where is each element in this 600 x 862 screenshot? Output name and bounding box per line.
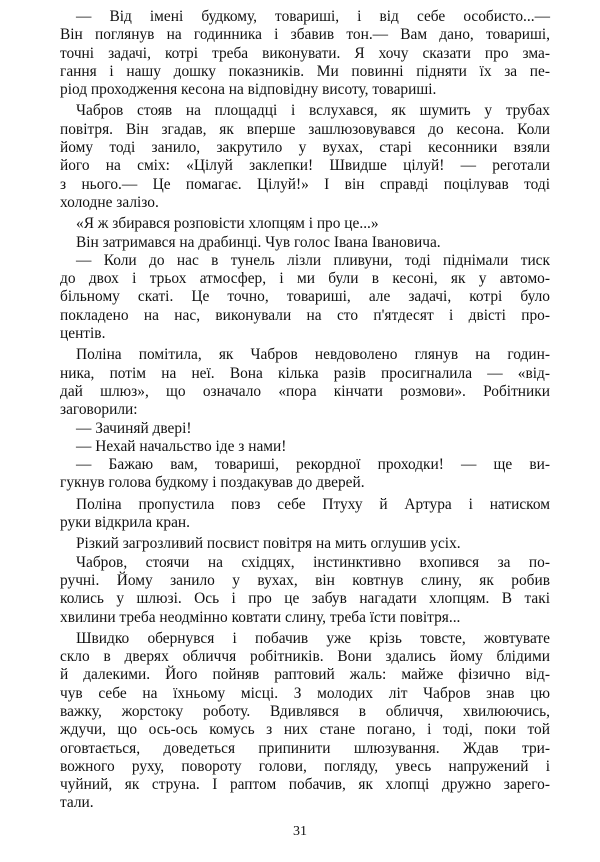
text-line: Швидко обернувся і побачив уже крізь товсте, жовтувате bbox=[76, 629, 550, 647]
text-line: його на сміх: «Цілуй заклепки! Швидше цілуй! — реготали bbox=[60, 157, 550, 175]
text-line: Поліна пропустила повз себе Птуху й Артура і натиском bbox=[76, 495, 550, 513]
text-line: й далекими. Його пойняв раптовий жаль: майже фізично від- bbox=[60, 666, 550, 684]
page-number: 31 bbox=[293, 824, 307, 839]
body-text bbox=[60, 8, 550, 813]
text-line: ника, потім на неї. Вона кілька разів просигналила — «від- bbox=[60, 364, 550, 382]
text-line: гання і нашу дошку показників. Ми повинні підняти їх за пе- bbox=[60, 62, 550, 80]
text-line: — Бажаю вам, товариші, рекордної проходки! — ще ви- bbox=[76, 456, 550, 474]
text-line: дай шлюз», що означало «пора кінчати розмови». Робітники bbox=[60, 382, 550, 400]
text-line: Чабров стояв на площадці і вслухався, як шумить у трубах bbox=[76, 102, 550, 120]
text-line: тали. bbox=[60, 794, 94, 812]
text-line: більному скаті. Це точно, товариші, але задачі, котрі було bbox=[60, 288, 550, 306]
text-line: — Зачиняй двері! bbox=[76, 419, 192, 437]
text-line: Він затримався на драбинці. Чув голос Івана Івановича. bbox=[76, 233, 441, 251]
text-line: — Коли до нас в тунель лізли пливуни, тоді піднімали тиск bbox=[76, 251, 550, 269]
text-line: холодне залізо. bbox=[60, 193, 159, 211]
text-line: центів. bbox=[60, 325, 106, 343]
text-line: покладено на нас, виконували на сто п'ятдесят і двісті про- bbox=[60, 306, 550, 324]
text-line: вожного руху, повороту голови, погляду, увесь напружений і bbox=[60, 757, 550, 775]
text-line: Поліна помітила, як Чабров невдоволено глянув на годин- bbox=[76, 346, 550, 364]
text-line: точні задачі, котрі треба виконувати. Я хочу сказати про зма- bbox=[60, 44, 550, 62]
text-line: чув себе на їхньому місці. З молодих літ Чабров знав цю bbox=[60, 684, 550, 702]
text-line: оговтається, доведеться припинити шлюзування. Ждав три- bbox=[60, 739, 550, 757]
text-line: «Я ж збирався розповісти хлопцям і про це...» bbox=[76, 215, 379, 233]
text-line: з нього.— Це помагає. Цілуй!» І він справді поцілував тоді bbox=[60, 175, 550, 193]
text-line: йому тоді занило, закрутило у вухах, старі кесонники взяли bbox=[60, 139, 550, 157]
text-line: гукнув голова будкому і поздакував до дверей. bbox=[60, 474, 365, 492]
text-line: Він поглянув на годинника і збавив тон.— Вам дано, товариші, bbox=[60, 26, 550, 44]
text-line: ждучи, що ось-ось комусь з них стане погано, і тоді, поки той bbox=[60, 721, 550, 739]
text-line: важку, жорстоку роботу. Вдивлявся в обличчя, хвилюючись, bbox=[60, 702, 550, 720]
text-line: колись у шлюзі. Ось і про це забув нагадати хлопцям. В такі bbox=[60, 590, 550, 608]
text-line: хвилини треба неодмінно ковтати слину, треба їсти повітря... bbox=[60, 608, 461, 626]
text-line: заговорили: bbox=[60, 401, 138, 419]
text-line: Чабров, стоячи на східцях, інстинктивно вхопився за по- bbox=[76, 553, 550, 571]
text-line: руки відкрила кран. bbox=[60, 514, 190, 532]
text-line: Різкий загрозливий посвист повітря на мить оглушив усіх. bbox=[76, 535, 461, 553]
text-line: повітря. Він згадав, як вперше зашлюзовувався до кесона. Коли bbox=[60, 120, 550, 138]
text-line: ріод проходження кесона на відповідну висоту, товариші. bbox=[60, 81, 437, 99]
text-line: до двох і трьох атмосфер, і ми були в кесоні, як у автомо- bbox=[60, 270, 550, 288]
text-line: — Від імені будкому, товариші, і від себе особисто...— bbox=[76, 8, 550, 25]
text-line: — Нехай начальство іде з нами! bbox=[76, 437, 287, 455]
text-line: чуйний, як струна. І раптом побачив, як хлопці дружно зарего- bbox=[60, 776, 550, 794]
text-line: ручні. Йому занило у вухах, він ковтнув слину, як робив bbox=[60, 571, 550, 589]
text-line: скло в дверях обличчя робітників. Вони здались йому блідими bbox=[60, 648, 550, 666]
